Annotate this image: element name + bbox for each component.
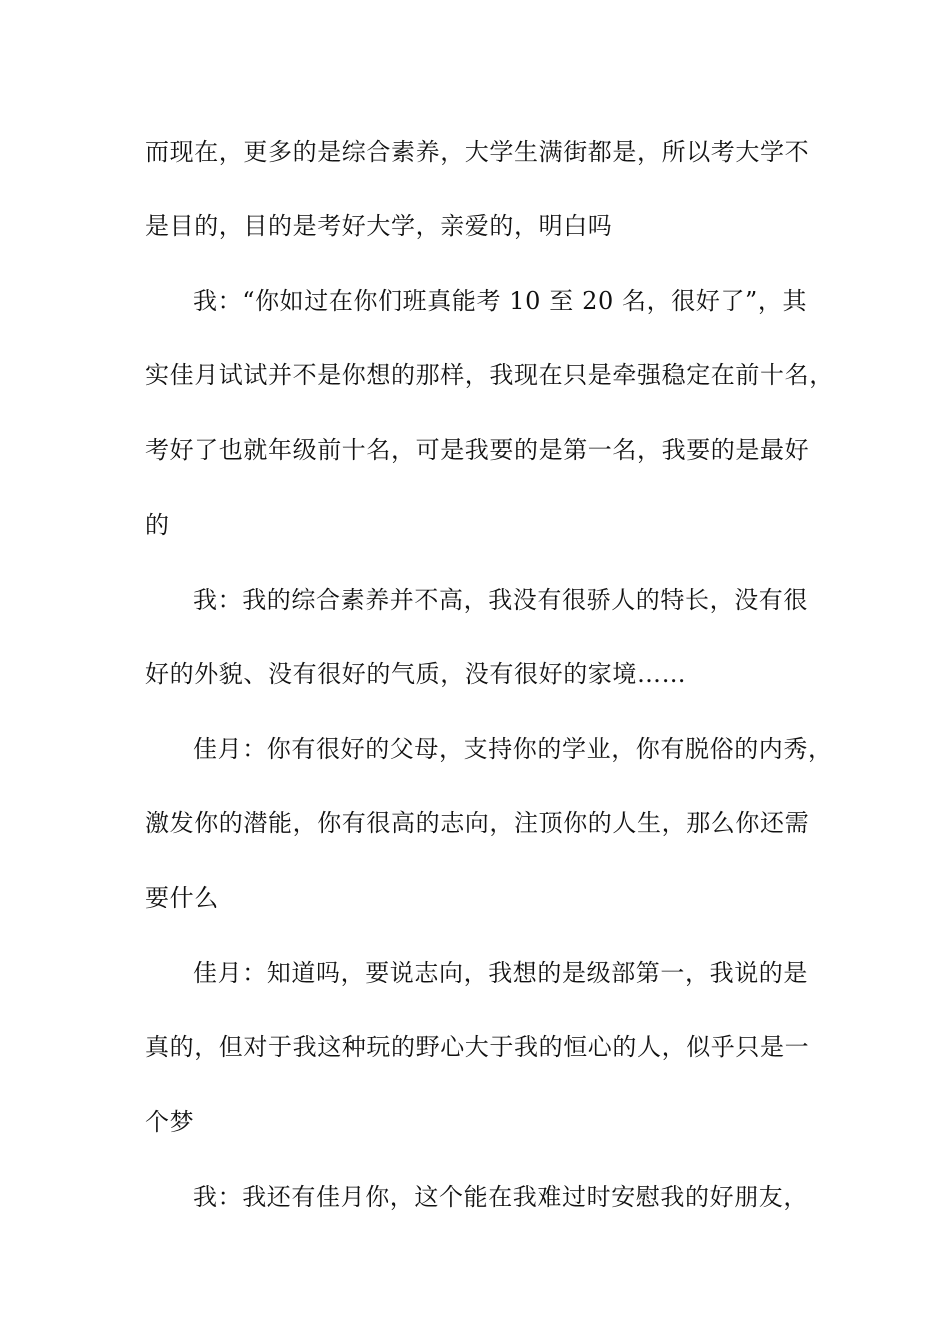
- text-line: 的: [145, 511, 170, 539]
- text-line: 我：“你如过在你们班真能考 10 至 20 名，很好了”，其: [193, 287, 808, 315]
- text-line: 考好了也就年级前十名，可是我要的是第一名，我要的是最好: [145, 436, 810, 464]
- text-line: 是目的，目的是考好大学，亲爱的，明白吗: [145, 212, 613, 240]
- text-line: 实佳月试试并不是你想的那样，我现在只是牵强稳定在前十名，: [145, 361, 834, 389]
- text-line: 佳月：你有很好的父母，支持你的学业，你有脱俗的内秀，: [193, 735, 833, 763]
- text-line: 激发你的潜能，你有很高的志向，注顶你的人生，那么你还需: [145, 809, 810, 837]
- text-line: 个梦: [145, 1108, 195, 1136]
- text-line: 要什么: [145, 884, 219, 912]
- text-line: 佳月：知道吗，要说志向，我想的是级部第一，我说的是: [193, 959, 808, 987]
- text-line: 我：我还有佳月你，这个能在我难过时安慰我的好朋友，: [193, 1183, 808, 1211]
- text-line: 而现在，更多的是综合素养，大学生满街都是，所以考大学不: [145, 138, 810, 166]
- text-line: 我：我的综合素养并不高，我没有很骄人的特长，没有很: [193, 586, 808, 614]
- text-line: 好的外貌、没有很好的气质，没有很好的家境……: [145, 660, 687, 688]
- text-line: 真的，但对于我这种玩的野心大于我的恒心的人，似乎只是一: [145, 1033, 810, 1061]
